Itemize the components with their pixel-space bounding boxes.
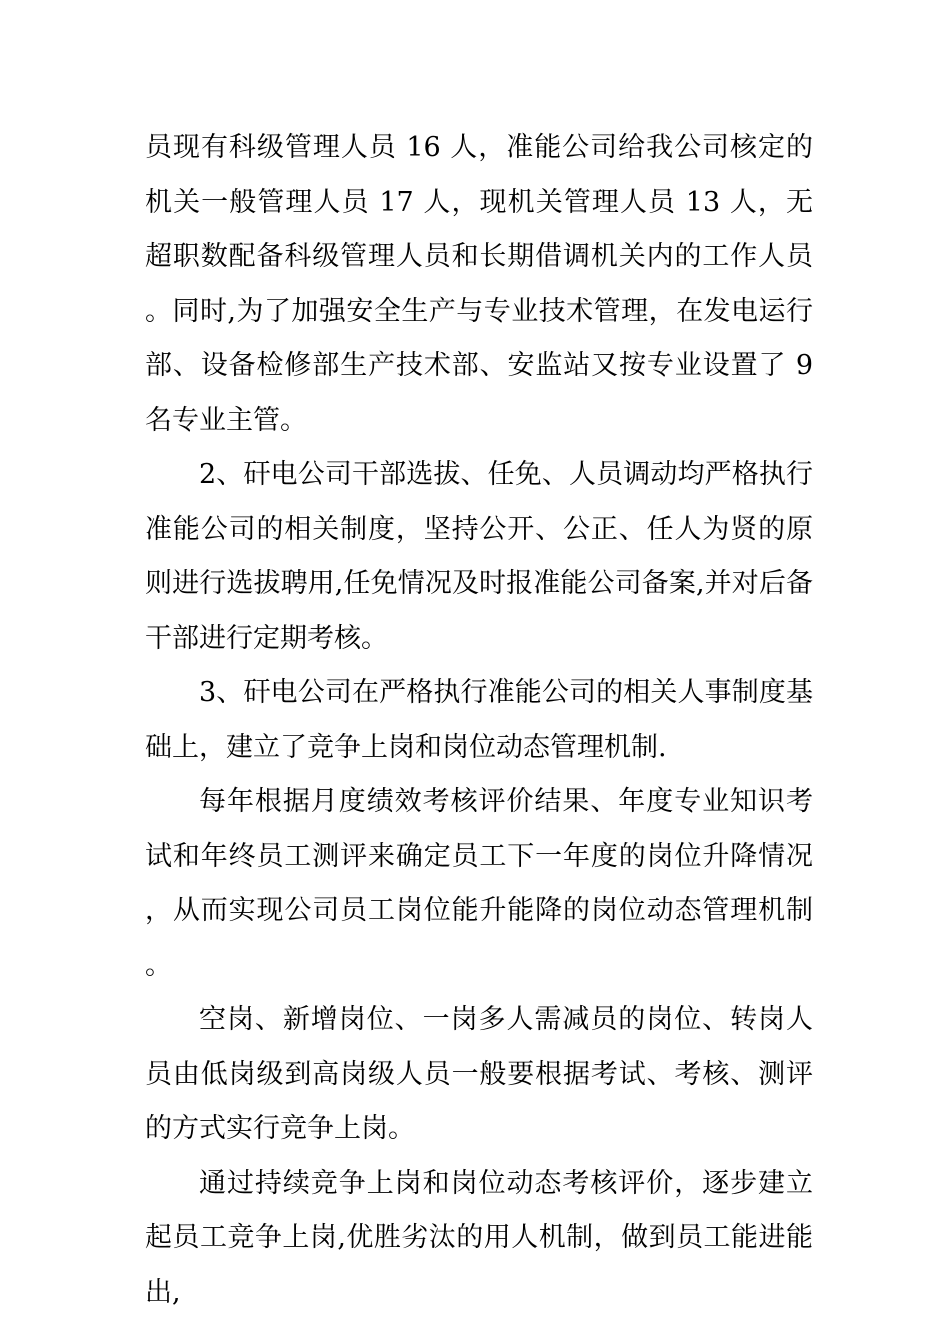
paragraph-1: 员现有科级管理人员 16 人，准能公司给我公司核定的机关一般管理人员 17 人，现机关管理人员 13 人，无超职数配备科级管理人员和长期借调机关内的工作人员。同时,为了加强安全生产与专业技术管理，在发电运行部、设备检修部生产技术部、安监站又按专业设置了 9 名专业主管。	[145, 132, 813, 436]
paragraph-5: 空岗、新增岗位、一岗多人需减员的岗位、转岗人员由低岗级到高岗级人员一般要根据考试、考核、测评的方式实行竞争上岗。	[145, 1004, 813, 1144]
paragraph-6: 通过持续竞争上岗和岗位动态考核评价，逐步建立起员工竞争上岗,优胜劣汰的用人机制，做到员工能进能出,	[145, 1167, 813, 1308]
paragraph-2: 2、矸电公司干部选拔、任免、人员调动均严格执行准能公司的相关制度，坚持公开、公正、任人为贤的原则进行选拔聘用,任免情况及时报准能公司备案,并对后备干部进行定期考核。	[145, 459, 813, 654]
document-body	[145, 121, 813, 1320]
paragraph-4: 每年根据月度绩效考核评价结果、年度专业知识考试和年终员工测评来确定员工下一年度的岗位升降情况，从而实现公司员工岗位能升能降的岗位动态管理机制。	[145, 786, 813, 981]
paragraph-3: 3、矸电公司在严格执行准能公司的相关人事制度基础上，建立了竞争上岗和岗位动态管理机制.	[145, 677, 813, 763]
